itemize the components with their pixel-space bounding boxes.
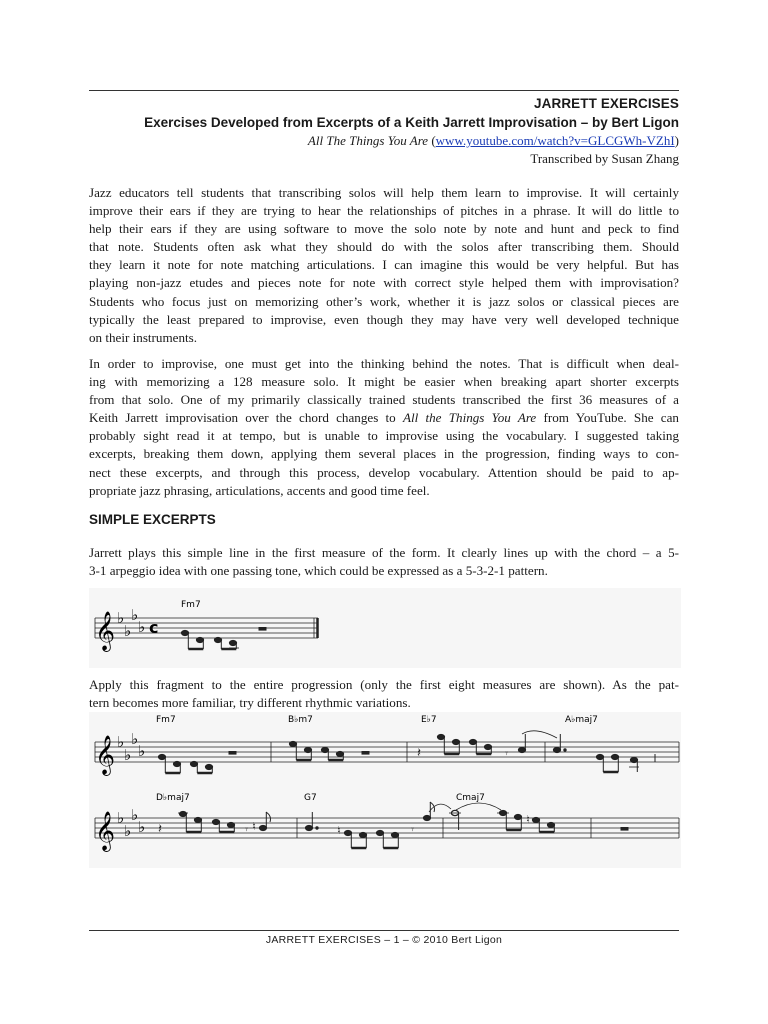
key-signature-flats (117, 806, 145, 840)
chord-symbol: G7 (304, 793, 317, 803)
key-signature-flats (117, 606, 145, 640)
chord-symbol: Fm7 (156, 715, 176, 725)
chord-symbol: E♭7 (421, 715, 437, 725)
music-example-2 (89, 712, 681, 868)
intro-paragraph (89, 184, 679, 347)
apply-paragraph (89, 676, 679, 712)
time-signature: c (149, 618, 159, 637)
document-subtitle: Exercises Developed from Excerpts of a Keith Jarrett Improvisation – by Bert Ligon (144, 115, 679, 130)
text-fragment: from YouTube. She can (536, 410, 679, 426)
text-fragment: Keith Jarrett improvisation over the chord changes to (89, 410, 403, 426)
document-title: JARRETT EXERCISES (534, 96, 679, 111)
chord-symbol: Cmaj7 (456, 793, 485, 803)
song-reference (308, 133, 679, 149)
text-line: from that solo. One of my primarily classically trained students transcribed the first 36 measures of a (89, 392, 679, 408)
svg-text:♭: ♭ (131, 606, 139, 624)
text-line: ing with memorizing a 128 measure solo. It might be easier when breaking apart shorter excerpts (89, 374, 679, 390)
svg-text:𝄾: 𝄾 (245, 823, 248, 836)
youtube-link[interactable]: www.youtube.com/watch?v=GLCGWh-VZhI (435, 133, 675, 148)
text-line: propriate jazz phrasing, articulations, accents and good time feel. (89, 482, 430, 498)
text-line: In order to improvise, one must get into the thinking behind the notes. That is difficult when deal- (89, 356, 679, 371)
svg-text:♭: ♭ (117, 809, 125, 827)
text-line: on their instruments. (89, 329, 198, 345)
text-line: tern becomes more familiar, try different rhythmic variations. (89, 695, 411, 711)
page-footer: JARRETT EXERCISES – 1 – © 2010 Bert Ligon (265, 934, 503, 946)
svg-text:♭: ♭ (138, 742, 146, 760)
svg-text:𝄾: 𝄾 (411, 823, 414, 836)
text-line: they learn it note for note matching articulations. I can imagine this would be very helpful. But has (89, 257, 679, 273)
svg-text:♭: ♭ (124, 622, 132, 640)
svg-text:♭: ♭ (131, 806, 139, 824)
svg-text:♮: ♮ (526, 813, 530, 826)
footer-rule (89, 930, 679, 931)
svg-text:♭: ♭ (124, 746, 132, 764)
svg-text:♭: ♭ (131, 730, 139, 748)
svg-text:♮: ♮ (337, 824, 341, 837)
text-line: Jazz educators tell students that transcribing solos will help them learn to improvise. It will certainly (89, 185, 679, 200)
text-line (89, 409, 679, 427)
treble-clef-icon: 𝄞 (95, 611, 116, 651)
svg-text:♮: ♮ (252, 820, 256, 833)
text-line: Students who focus just on memorizing other’s work, whether it is jazz solos or classical pieces are (89, 293, 679, 309)
music-example-1 (89, 588, 681, 668)
text-line: nect these excerpts, and through this process, develop vocabulary. Attention should be paid to ap- (89, 464, 679, 480)
link-suffix: ) (674, 133, 679, 148)
svg-text:♭: ♭ (124, 822, 132, 840)
notes-system-2 (158, 802, 628, 848)
svg-text:♭: ♭ (117, 609, 125, 627)
treble-clef-icon: 𝄞 (95, 735, 116, 775)
chord-symbol: D♭maj7 (156, 793, 190, 803)
link-prefix: ( (428, 133, 436, 148)
svg-text:♭: ♭ (138, 618, 146, 636)
text-line: help their ears if they are using software to move the solo note by note and hunt and peck to find (89, 221, 679, 237)
chord-row-2 (156, 793, 485, 803)
text-line: playing non-jazz etudes and pieces note for note with correct style helped them with improvisation? (89, 275, 679, 291)
svg-text:♭: ♭ (138, 818, 146, 836)
text-line: probably sight read it at tempo, but is unable to improvise using the vocabulary. I suggested taking (89, 428, 679, 444)
staff-example-2 (89, 712, 681, 868)
svg-text:𝄾: 𝄾 (505, 747, 508, 760)
text-line: that note. Students often ask what they should do with the solos after transcribing them. Should (89, 239, 679, 255)
second-paragraph (89, 355, 679, 500)
key-signature-flats (117, 730, 145, 764)
text-line: Apply this fragment to the entire progression (only the first eight measures are shown). As the pat- (89, 677, 679, 692)
text-line: Jarrett plays this simple line in the first measure of the form. It clearly lines up with the chord – a 5- (89, 545, 679, 560)
section-heading: SIMPLE EXCERPTS (89, 512, 216, 527)
chord-symbol: Fm7 (181, 600, 201, 610)
svg-text:𝄽: 𝄽 (417, 746, 421, 761)
svg-text:♭: ♭ (117, 733, 125, 751)
text-line: typically the least prepared to improvise, even though they may have very well developed technique (89, 311, 679, 327)
song-title-inline: All the Things You Are (402, 410, 537, 426)
chord-symbol: A♭maj7 (565, 715, 598, 725)
chord-symbol: B♭m7 (288, 715, 313, 725)
song-title: All The Things You Are (307, 133, 429, 148)
chord-row-1 (156, 715, 598, 725)
text-line: 3-1 arpeggio idea with one passing tone, which could be expressed as a 5-3-2-1 pattern. (89, 563, 548, 579)
svg-text:𝄽: 𝄽 (158, 822, 162, 837)
staff-example-1 (89, 588, 681, 668)
header-rule (89, 90, 679, 91)
text-line: excerpts, breaking them down, applying them several places in the progression, finding ways to con- (89, 446, 679, 462)
excerpt-paragraph (89, 544, 679, 580)
treble-clef-icon: 𝄞 (95, 811, 116, 851)
text-line: improve their ears if they are trying to hear the relationships of pitches in a phrase. It will do little to (89, 203, 679, 219)
transcriber-credit: Transcribed by Susan Zhang (530, 151, 679, 166)
